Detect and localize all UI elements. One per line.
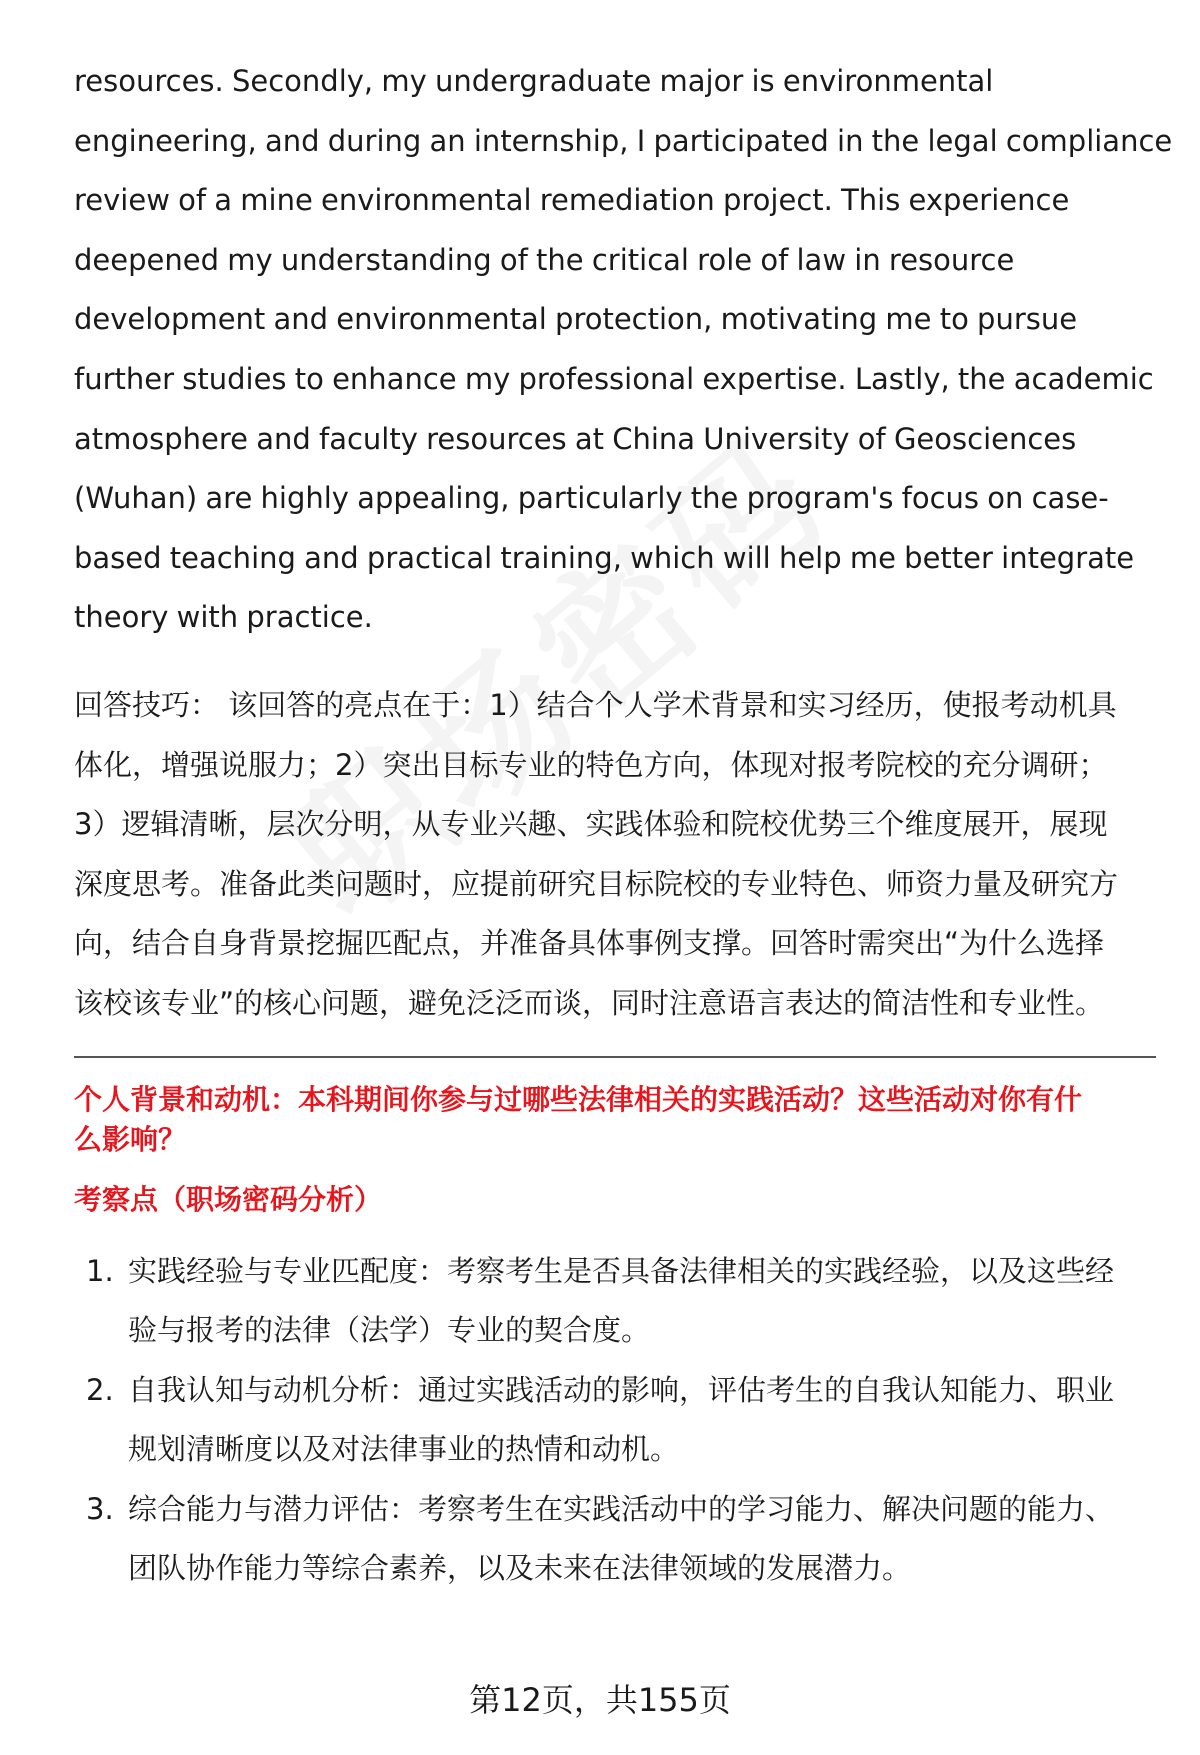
answer-line: atmosphere and faculty resources at China University of Geosciences: [74, 421, 1077, 456]
page-content: [74, 52, 1173, 1599]
list-item-number: 1.: [86, 1253, 114, 1288]
list-item-line: 规划清晰度以及对法律事业的热情和动机。: [128, 1432, 680, 1467]
list-item-number: 3.: [86, 1491, 114, 1526]
answer-paragraph: [74, 52, 1173, 648]
answer-line: resources. Secondly, my undergraduate major is environmental: [74, 64, 994, 98]
tip-line: 该校该专业”的核心问题，避免泛泛而谈，同时注意语言表达的简洁性和专业性。: [74, 985, 1105, 1020]
answer-line: based teaching and practical training, which will help me better integrate: [74, 540, 1135, 575]
list-item: [74, 1242, 1164, 1361]
tip-line: 向，结合自身背景挖掘匹配点，并准备具体事例支撑。回答时需突出“为什么选择: [74, 926, 1105, 961]
section-divider: [74, 1056, 1156, 1058]
list-item-line: 自我认知与动机分析：通过实践活动的影响，评估考生的自我认知能力、职业: [128, 1372, 1115, 1407]
question-heading: [74, 1080, 1164, 1160]
list-item-number: 2.: [86, 1372, 114, 1407]
list-item-line: 综合能力与潜力评估：考察考生在实践活动中的学习能力、解决问题的能力、: [128, 1491, 1115, 1526]
question-line: 个人背景和动机：本科期间你参与过哪些法律相关的实践活动？这些活动对你有什: [74, 1082, 1083, 1116]
answer-line: engineering, and during an internship, I participated in the legal compliance: [74, 123, 1173, 158]
tip-line: 回答技巧： 该回答的亮点在于：1）结合个人学术背景和实习经历，使报考动机具: [74, 687, 1117, 722]
page-number-footer: 第12页，共155页: [469, 1681, 731, 1719]
tip-line: 体化，增强说服力；2）突出目标专业的特色方向，体现对报考院校的充分调研；: [74, 747, 1108, 782]
answer-line: development and environmental protection, motivating me to pursue: [74, 302, 1078, 337]
answer-line: further studies to enhance my professional expertise. Lastly, the academic: [74, 361, 1154, 396]
assessment-points-title: 考察点（职场密码分析）: [74, 1182, 383, 1216]
answer-line: (Wuhan) are highly appealing, particularly the program's focus on case-: [74, 481, 1109, 516]
list-item-line: 验与报考的法律（法学）专业的契合度。: [128, 1313, 651, 1348]
list-item-line: 团队协作能力等综合素养，以及未来在法律领域的发展潜力。: [128, 1551, 912, 1586]
answer-line: review of a mine environmental remediation project. This experience: [74, 183, 1070, 218]
answer-line: theory with practice.: [74, 600, 373, 635]
tip-line: 深度思考。准备此类问题时，应提前研究目标院校的专业特色、师资力量及研究方: [74, 866, 1119, 901]
assessment-points-list: [74, 1242, 1164, 1600]
question-line: 么影响？: [74, 1122, 187, 1156]
list-item-line: 实践经验与专业匹配度：考察考生是否具备法律相关的实践经验，以及这些经: [128, 1253, 1115, 1288]
answer-tip-paragraph: [74, 676, 1164, 1034]
list-item: [74, 1480, 1164, 1599]
tip-line: 3）逻辑清晰，层次分明，从专业兴趣、实践体验和院校优势三个维度展开，展现: [74, 807, 1108, 842]
list-item: [74, 1361, 1164, 1480]
answer-line: deepened my understanding of the critical role of law in resource: [74, 242, 1015, 277]
